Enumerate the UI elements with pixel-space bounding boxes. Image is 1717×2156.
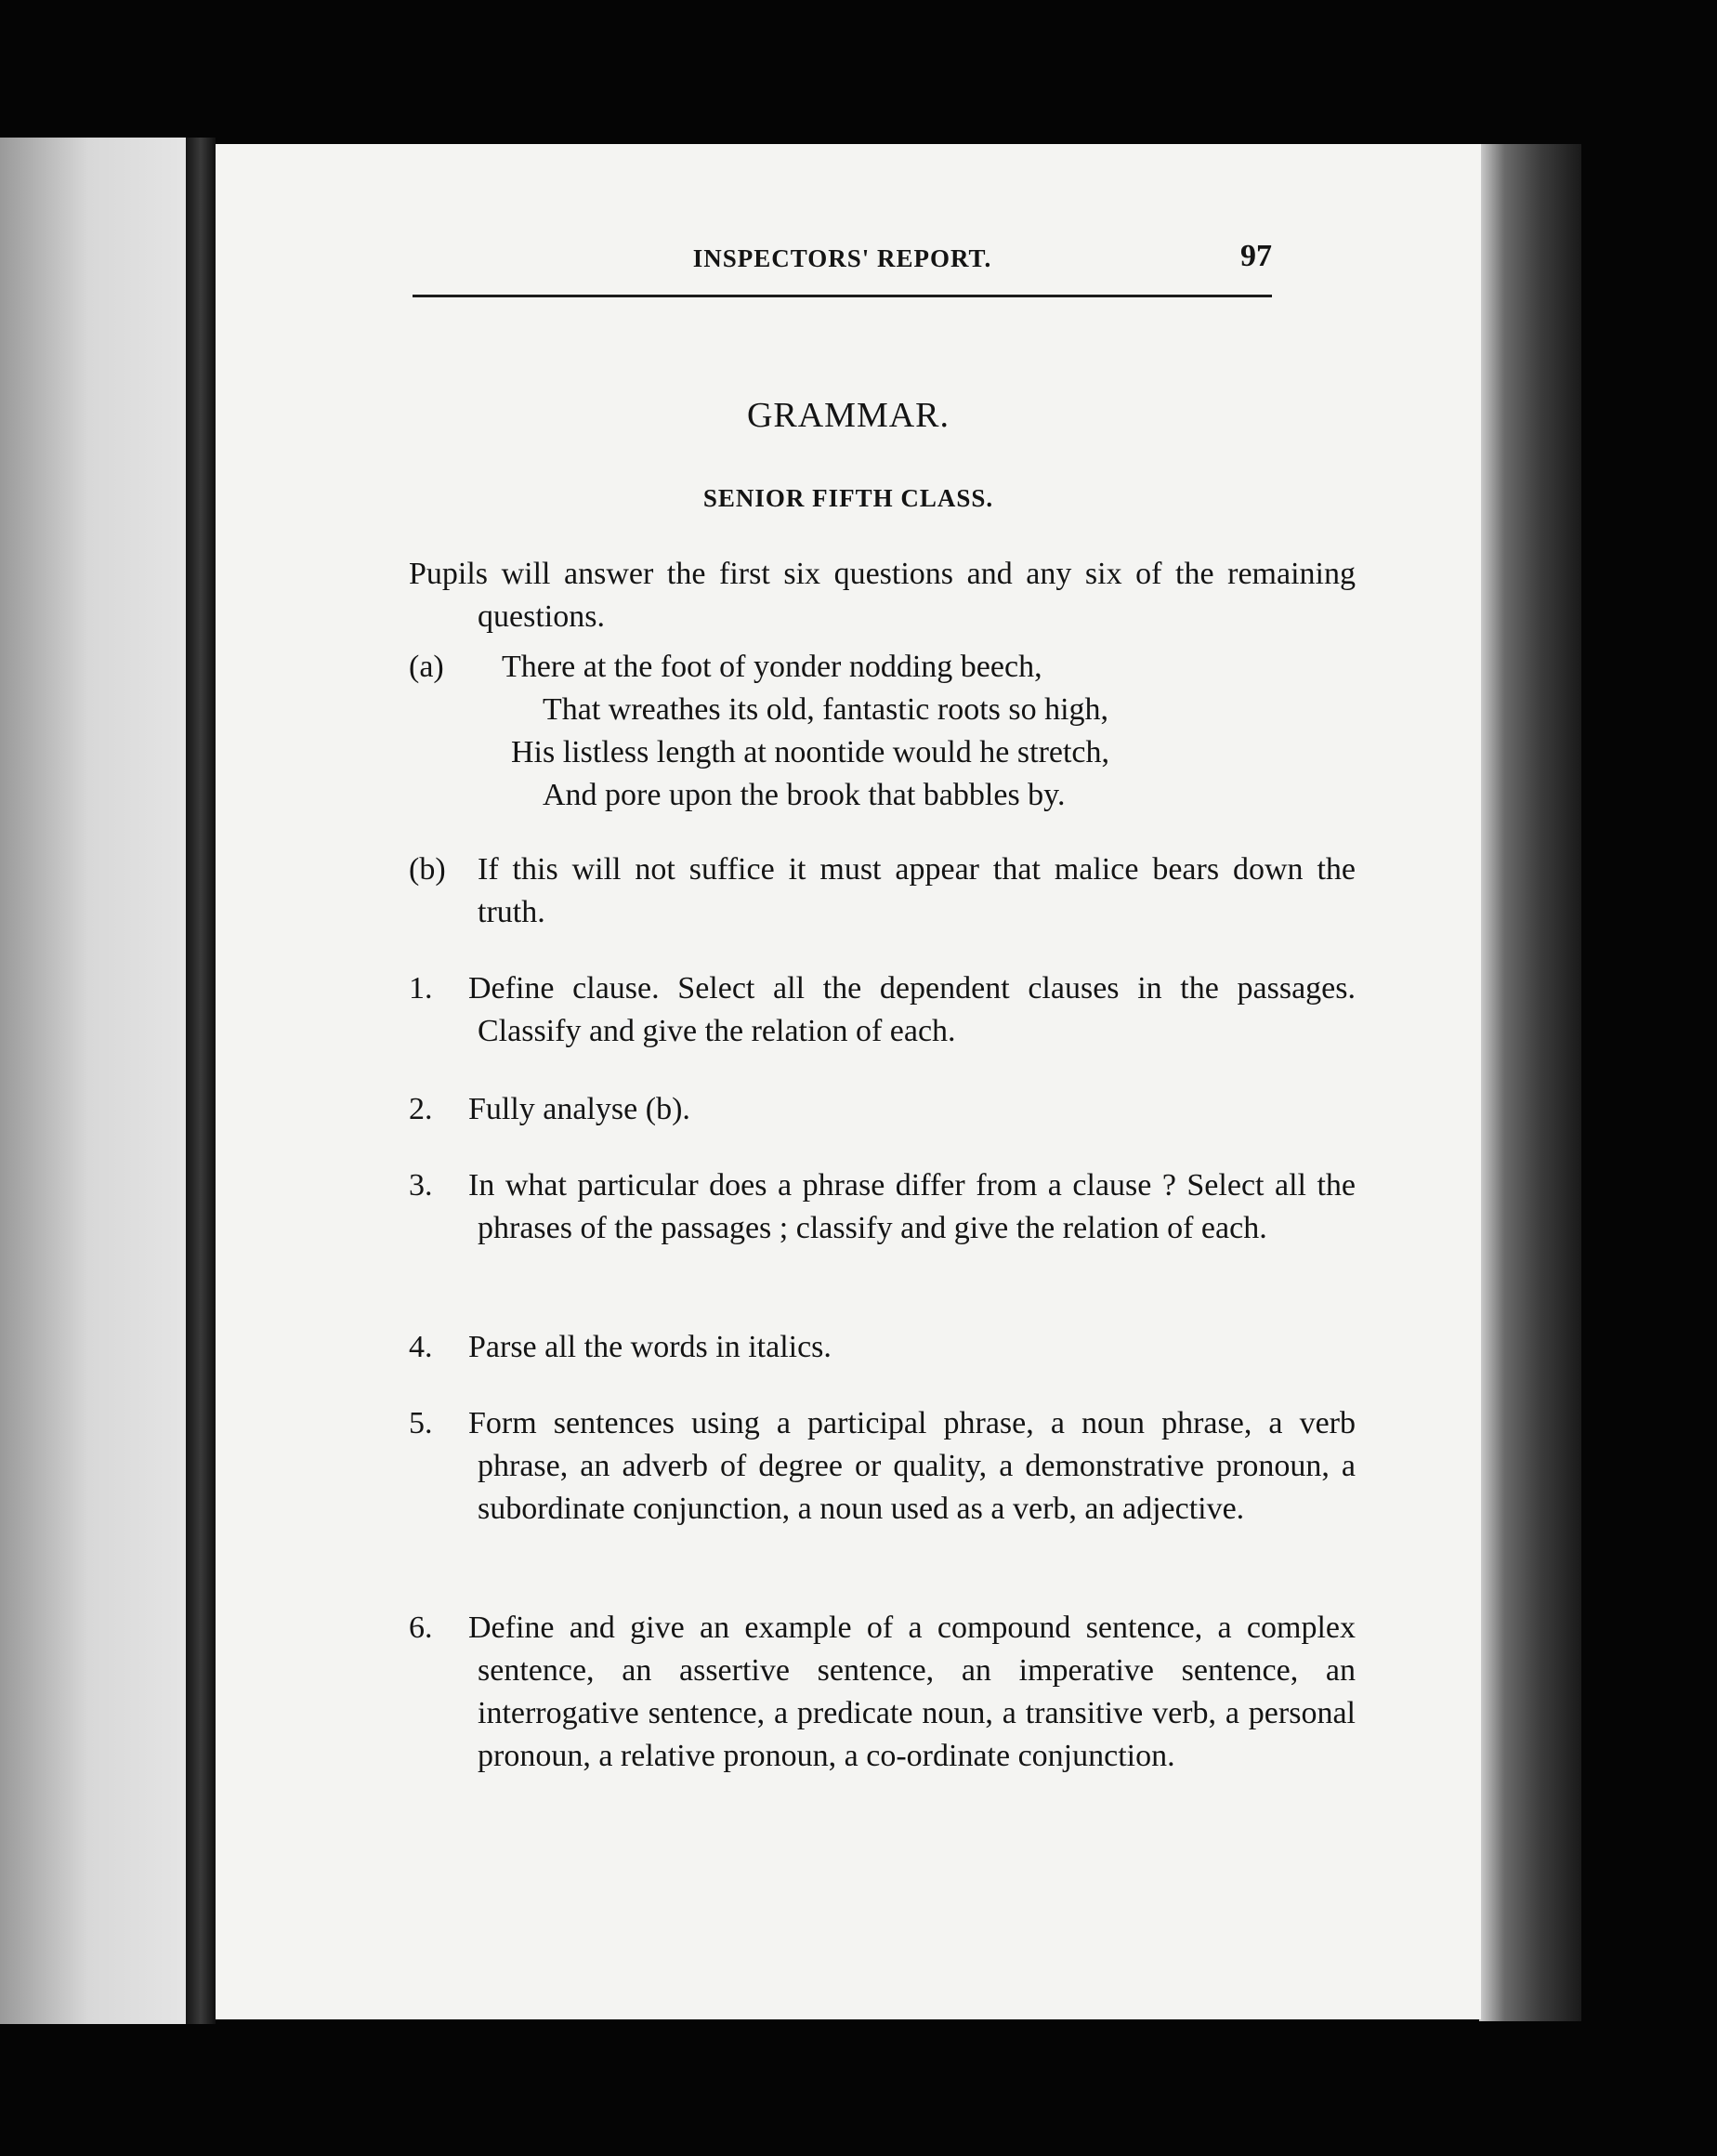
- passage-a: [409, 646, 1287, 817]
- facing-page: [0, 138, 197, 2024]
- question-5: [409, 1402, 1356, 1531]
- running-head: INSPECTORS' REPORT.: [692, 244, 992, 272]
- question-6: [409, 1607, 1356, 1778]
- passage-b-text: If this will not suffice it must appear that malice bears down the truth.: [478, 852, 1356, 929]
- question-number: 4.: [409, 1330, 433, 1364]
- passage-a-line-3: His listless length at noontide would he stretch,: [511, 735, 1110, 769]
- question-4: [409, 1326, 1356, 1369]
- passage-b-label: (b): [409, 852, 446, 887]
- question-text: Fully analyse (b).: [468, 1092, 690, 1126]
- passage-a-line-4: And pore upon the brook that babbles by.: [543, 778, 1066, 812]
- book-gutter: [186, 138, 216, 2024]
- section-subtitle: SENIOR FIFTH CLASS.: [702, 484, 994, 512]
- document-page: [216, 144, 1481, 2019]
- question-text: Parse all the words in italics.: [468, 1330, 832, 1364]
- instructions: Pupils will answer the first six questions and any six of the remaining questions.: [409, 557, 1356, 634]
- question-number: 1.: [409, 971, 433, 1006]
- passage-a-label: (a): [409, 650, 444, 684]
- page-number: 97: [1240, 239, 1272, 273]
- question-number: 3.: [409, 1168, 433, 1203]
- question-number: 6.: [409, 1610, 433, 1645]
- question-1: [409, 967, 1356, 1053]
- question-text: Define clause. Select all the dependent clauses in the passages. Classify and give the relation of each.: [468, 971, 1356, 1048]
- question-number: 2.: [409, 1092, 433, 1126]
- question-number: 5.: [409, 1406, 433, 1440]
- question-2: [409, 1088, 1356, 1131]
- passage-a-line-1-text: There at the foot of yonder nodding beech,: [502, 650, 1042, 684]
- section-title: GRAMMAR.: [746, 396, 950, 435]
- question-text: Form sentences using a participal phrase, a noun phrase, a verb phrase, an adverb of degree or quality, a demonstrative pronoun, a subordinate conjunction, a noun used as a verb, an adjective.: [468, 1406, 1356, 1526]
- question-text: In what particular does a phrase differ from a clause ? Select all the phrases of the passages ; classify and give the relation of each.: [468, 1168, 1356, 1245]
- page-header: [413, 239, 1272, 297]
- question-3: [409, 1164, 1356, 1250]
- question-text: Define and give an example of a compound sentence, a complex sentence, an assertive sentence, an imperative sentence, an interrogative sentence, a predicate noun, a transitive verb, a personal pronoun, a relative pronoun, a co-ordinate conjunction.: [468, 1610, 1356, 1773]
- passage-b: [409, 848, 1356, 934]
- passage-a-line-1: [409, 646, 1287, 689]
- page-edge: [1479, 144, 1581, 2021]
- passage-a-line-2: That wreathes its old, fantastic roots so high,: [543, 692, 1109, 727]
